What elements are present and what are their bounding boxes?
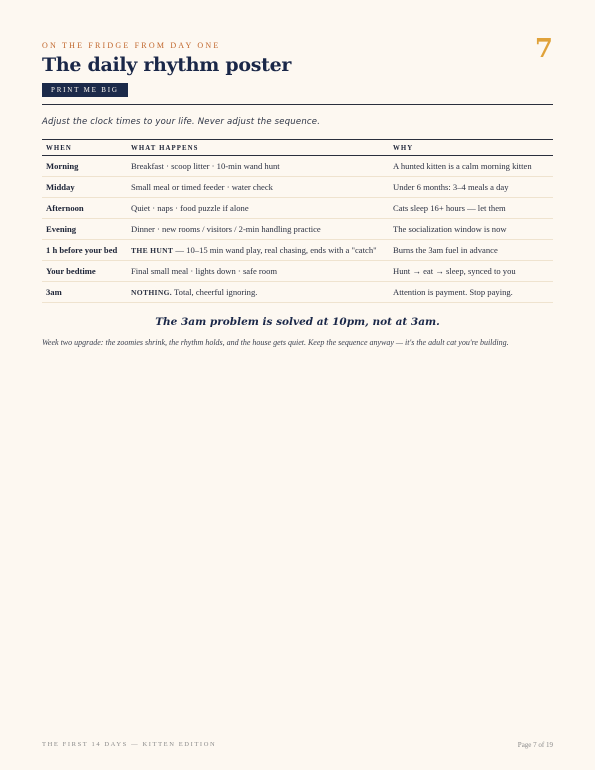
cell-what-text: Total, cheerful ignoring. [172, 287, 258, 297]
footer-page-number: Page 7 of 19 [517, 741, 553, 749]
print-badge: PRINT ME BIG [42, 83, 128, 97]
cell-what-strong: THE HUNT [131, 246, 174, 255]
eyebrow: ON THE FRIDGE FROM DAY ONE [42, 41, 221, 50]
header-divider [42, 104, 553, 105]
cell-when: Midday [42, 177, 127, 198]
cell-what [127, 177, 389, 198]
cell-why: The socialization window is now [389, 219, 553, 240]
column-header-why: WHY [389, 140, 553, 156]
cell-what [127, 240, 389, 261]
column-header-when: WHEN [42, 140, 127, 156]
cell-what [127, 219, 389, 240]
cell-when: Morning [42, 156, 127, 177]
cell-why: Under 6 months: 3–4 meals a day [389, 177, 553, 198]
cell-what [127, 261, 389, 282]
cell-what-text: Quiet · naps · food puzzle if alone [131, 203, 249, 213]
cell-what-text: — 10–15 min wand play, real chasing, ends with a "catch" [173, 245, 377, 255]
rhythm-table [42, 139, 553, 303]
table-row [42, 240, 553, 261]
cell-what-text: Final small meal · lights down · safe room [131, 266, 278, 276]
table-row [42, 219, 553, 240]
cell-what-text: Small meal or timed feeder · water check [131, 182, 273, 192]
cell-when: Afternoon [42, 198, 127, 219]
cell-why: Hunt → eat → sleep, synced to you [389, 261, 553, 282]
cell-what-strong: NOTHING. [131, 288, 173, 297]
cell-why: Attention is payment. Stop paying. [389, 282, 553, 303]
cell-what [127, 198, 389, 219]
table-row [42, 261, 553, 282]
cell-why: A hunted kitten is a calm morning kitten [389, 156, 553, 177]
table-row [42, 177, 553, 198]
upgrade-note: Week two upgrade: the zoomies shrink, the rhythm holds, and the house gets quiet. Keep the sequence anyway — it's the adult cat you're building. [42, 338, 509, 347]
callout-text: The 3am problem is solved at 10pm, not at 3am. [155, 316, 440, 328]
table-header-row [42, 140, 553, 156]
cell-why: Cats sleep 16+ hours — let them [389, 198, 553, 219]
cell-why: Burns the 3am fuel in advance [389, 240, 553, 261]
intro-text: Adjust the clock times to your life. Never adjust the sequence. [42, 117, 321, 127]
footer-book-title: THE FIRST 14 DAYS — KITTEN EDITION [42, 741, 217, 748]
cell-what-text: Breakfast · scoop litter · 10-min wand hunt [131, 161, 280, 171]
table-row [42, 156, 553, 177]
cell-when: 3am [42, 282, 127, 303]
column-header-what: WHAT HAPPENS [127, 140, 389, 156]
cell-what-text: Dinner · new rooms / visitors / 2-min handling practice [131, 224, 321, 234]
cell-what [127, 156, 389, 177]
cell-when: Evening [42, 219, 127, 240]
cell-what [127, 282, 389, 303]
table-row [42, 198, 553, 219]
page [42, 0, 553, 770]
cell-when: 1 h before your bed [42, 240, 127, 261]
cell-when: Your bedtime [42, 261, 127, 282]
table-row [42, 282, 553, 303]
page-title: The daily rhythm poster [42, 54, 292, 76]
chapter-number: 7 [534, 34, 553, 64]
